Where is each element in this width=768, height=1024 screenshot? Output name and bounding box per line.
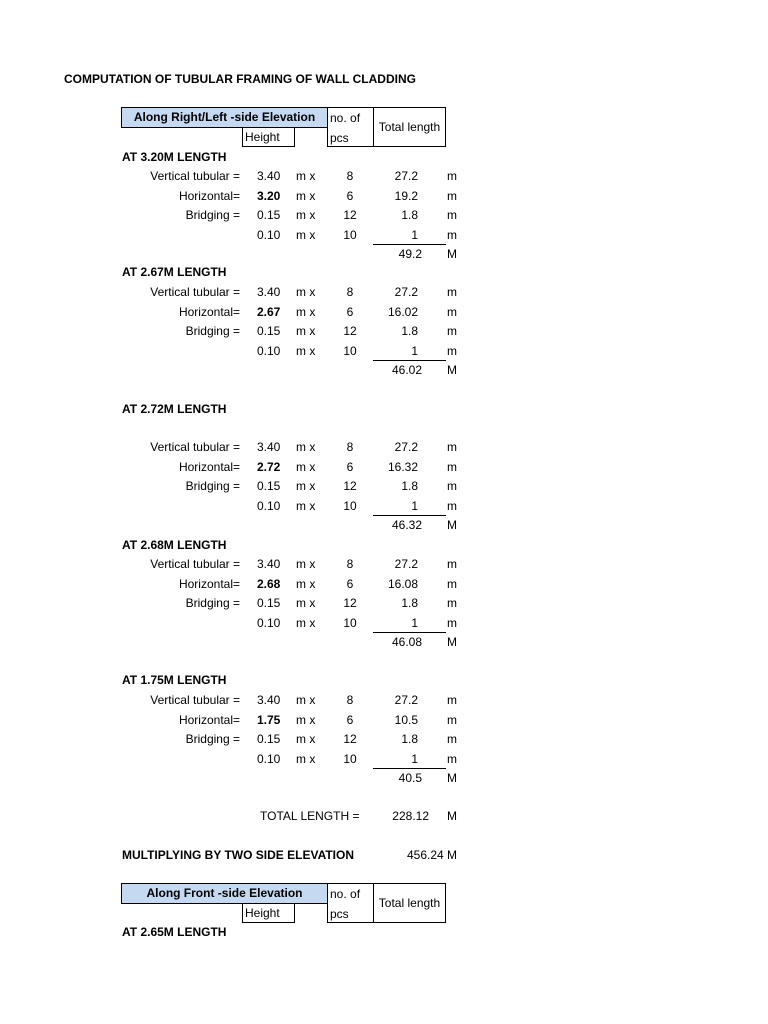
total-length-label: Total length: [378, 120, 441, 134]
subtotal-value: 40.5: [398, 771, 422, 785]
row-total-unit: m: [447, 498, 457, 513]
row-total-unit: m: [447, 732, 457, 746]
row-label: Bridging =: [185, 596, 240, 610]
row-unit: m x: [296, 227, 316, 242]
row-pcs: 10: [343, 227, 357, 242]
row-unit: m x: [296, 576, 316, 591]
row-unit: m x: [296, 479, 316, 493]
pcs-label: pcs: [330, 131, 349, 145]
row-total: 19.2: [394, 188, 418, 203]
subtotal-rule: [373, 244, 446, 245]
row-label: Vertical tubular =: [150, 169, 240, 183]
subtotal-unit: M: [447, 771, 457, 785]
row-label: Horizontal=: [178, 459, 240, 474]
subtotal-unit: M: [447, 247, 457, 261]
row-pcs: 6: [346, 459, 354, 474]
row-total-unit: m: [447, 304, 457, 319]
row-label: Bridging =: [185, 732, 240, 746]
row-label: Vertical tubular =: [150, 693, 240, 707]
row-total: 1.8: [401, 479, 418, 493]
front-height-label: Height: [245, 906, 280, 920]
row-total-unit: m: [447, 596, 457, 610]
pcs-cell: [327, 107, 374, 147]
subtotal-rule: [373, 768, 446, 769]
row-total: 16.08: [387, 576, 418, 591]
row-label: Vertical tubular =: [150, 440, 240, 454]
row-pcs: 12: [343, 596, 357, 610]
row-label: Horizontal=: [178, 304, 240, 319]
row-unit: m x: [296, 459, 316, 474]
row-total: 16.32: [387, 459, 418, 474]
row-total-unit: m: [447, 751, 457, 766]
section-heading: AT 1.75M LENGTH: [122, 673, 227, 687]
row-value: 3.40: [257, 693, 281, 707]
multiply-label: MULTIPLYING BY TWO SIDE ELEVATION: [122, 848, 355, 862]
row-unit: m x: [296, 732, 316, 746]
row-total-unit: m: [447, 557, 457, 571]
row-total: 27.2: [394, 693, 418, 707]
row-total: 1: [411, 343, 418, 358]
total-length-value: 228.12: [392, 809, 429, 823]
row-unit: m x: [296, 169, 316, 183]
row-value: 0.10: [257, 498, 281, 513]
row-pcs: 8: [346, 285, 354, 299]
row-unit: m x: [296, 751, 316, 766]
row-unit: m x: [296, 440, 316, 454]
row-pcs: 12: [343, 732, 357, 746]
row-total: 1: [411, 751, 418, 766]
row-total: 27.2: [394, 285, 418, 299]
row-label: Horizontal=: [178, 712, 240, 727]
subtotal-value: 46.02: [391, 363, 422, 377]
row-value: 0.10: [257, 751, 281, 766]
row-total-unit: m: [447, 479, 457, 493]
subtotal-value: 49.2: [398, 247, 422, 261]
row-label: Bridging =: [185, 208, 240, 222]
row-total-unit: m: [447, 615, 457, 630]
row-pcs: 8: [346, 169, 354, 183]
subtotal-value: 46.32: [391, 518, 422, 532]
title: COMPUTATION OF TUBULAR FRAMING OF WALL CLADDING: [64, 72, 416, 86]
row-total: 1: [411, 615, 418, 630]
row-total: 1.8: [401, 732, 418, 746]
row-pcs: 6: [346, 712, 354, 727]
row-unit: m x: [296, 596, 316, 610]
front-total-length-label: Total length: [378, 896, 441, 910]
row-value: 0.15: [257, 479, 281, 493]
row-total-unit: m: [447, 285, 457, 299]
row-pcs: 12: [343, 324, 357, 338]
row-unit: m x: [296, 188, 316, 203]
row-label: Horizontal=: [178, 576, 240, 591]
row-pcs: 8: [346, 557, 354, 571]
subtotal-unit: M: [447, 363, 457, 377]
row-label: Vertical tubular =: [150, 557, 240, 571]
row-value: 0.15: [257, 732, 281, 746]
row-value: 3.40: [257, 557, 281, 571]
subtotal-rule: [373, 515, 446, 516]
section-heading: AT 3.20M LENGTH: [122, 150, 227, 164]
row-value: 3.40: [257, 169, 281, 183]
row-value: 0.15: [257, 596, 281, 610]
row-pcs: 10: [343, 343, 357, 358]
row-value: 0.15: [257, 324, 281, 338]
row-value: 0.10: [257, 227, 281, 242]
row-total: 10.5: [394, 712, 418, 727]
row-value: 3.40: [257, 440, 281, 454]
row-pcs: 10: [343, 498, 357, 513]
row-pcs: 10: [343, 615, 357, 630]
row-value: 0.10: [257, 615, 281, 630]
row-unit: m x: [296, 615, 316, 630]
total-length-cell: [373, 107, 446, 147]
row-pcs: 6: [346, 576, 354, 591]
row-unit: m x: [296, 285, 316, 299]
row-total: 1.8: [401, 324, 418, 338]
row-pcs: 8: [346, 440, 354, 454]
row-total: 27.2: [394, 557, 418, 571]
row-value: 3.40: [257, 285, 281, 299]
row-total: 27.2: [394, 440, 418, 454]
row-total-unit: m: [447, 227, 457, 242]
subtotal-unit: M: [447, 518, 457, 532]
row-pcs: 6: [346, 304, 354, 319]
row-total: 1: [411, 498, 418, 513]
front-pcs-label: pcs: [330, 907, 349, 921]
row-label: Vertical tubular =: [150, 285, 240, 299]
row-label: Bridging =: [185, 324, 240, 338]
row-unit: m x: [296, 712, 316, 727]
front-total-length-cell: [373, 883, 446, 923]
row-total-unit: m: [447, 459, 457, 474]
multiply-value: 456.24 M: [407, 848, 458, 862]
row-value: 2.68: [257, 576, 281, 591]
row-value: 0.10: [257, 343, 281, 358]
row-total-unit: m: [447, 188, 457, 203]
section-heading: AT 2.68M LENGTH: [122, 538, 227, 552]
total-length-label: TOTAL LENGTH =: [260, 809, 360, 823]
row-label: Bridging =: [185, 479, 240, 493]
row-total: 27.2: [394, 169, 418, 183]
row-label: Horizontal=: [178, 188, 240, 203]
subtotal-rule: [373, 632, 446, 633]
row-unit: m x: [296, 208, 316, 222]
subtotal-unit: M: [447, 635, 457, 649]
row-value: 2.72: [257, 459, 281, 474]
elevation-header: Along Right/Left -side Elevation: [121, 107, 328, 128]
row-pcs: 12: [343, 208, 357, 222]
row-pcs: 12: [343, 479, 357, 493]
row-unit: m x: [296, 693, 316, 707]
row-total-unit: m: [447, 693, 457, 707]
last-section-heading: AT 2.65M LENGTH: [122, 925, 227, 939]
row-value: 2.67: [257, 304, 281, 319]
section-heading: AT 2.72M LENGTH: [122, 402, 227, 416]
row-unit: m x: [296, 304, 316, 319]
row-value: 3.20: [257, 188, 281, 203]
height-label: Height: [245, 130, 280, 144]
row-pcs: 6: [346, 188, 354, 203]
row-total: 16.02: [387, 304, 418, 319]
subtotal-rule: [373, 360, 446, 361]
row-unit: m x: [296, 557, 316, 571]
front-pcs-cell: [327, 883, 374, 923]
row-total-unit: m: [447, 324, 457, 338]
row-pcs: 10: [343, 751, 357, 766]
row-total-unit: m: [447, 208, 457, 222]
row-total-unit: m: [447, 343, 457, 358]
front-elevation-header: Along Front -side Elevation: [121, 883, 328, 904]
row-total-unit: m: [447, 576, 457, 591]
row-total: 1.8: [401, 208, 418, 222]
row-value: 0.15: [257, 208, 281, 222]
row-unit: m x: [296, 324, 316, 338]
row-unit: m x: [296, 343, 316, 358]
front-no-of-label: no. of: [330, 887, 361, 901]
row-total-unit: m: [447, 712, 457, 727]
row-value: 1.75: [257, 712, 281, 727]
row-pcs: 8: [346, 693, 354, 707]
total-length-unit: M: [447, 809, 457, 823]
row-total: 1.8: [401, 596, 418, 610]
row-total: 1: [411, 227, 418, 242]
no-of-label: no. of: [330, 111, 361, 125]
section-heading: AT 2.67M LENGTH: [122, 265, 227, 279]
row-total-unit: m: [447, 440, 457, 454]
height-cell: [242, 127, 295, 147]
subtotal-value: 46.08: [391, 635, 422, 649]
front-height-cell: [242, 903, 295, 923]
row-unit: m x: [296, 498, 316, 513]
row-total-unit: m: [447, 169, 457, 183]
